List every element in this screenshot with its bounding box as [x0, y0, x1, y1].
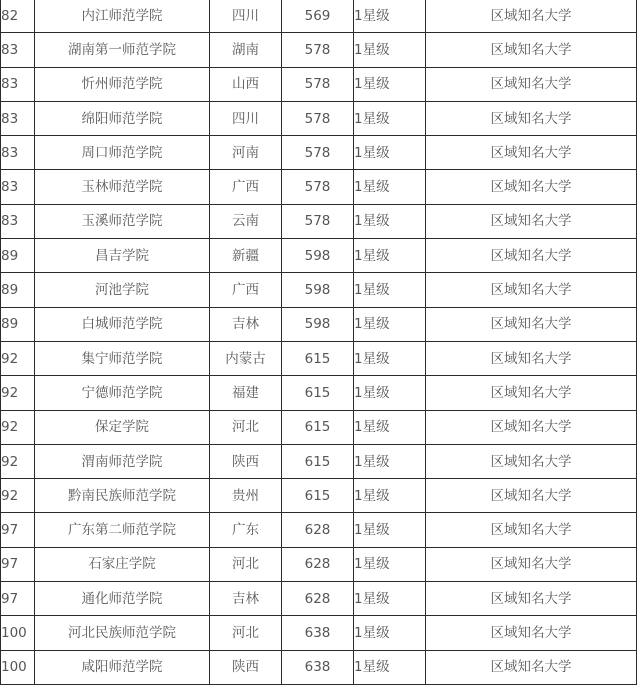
university-name-cell: 集宁师范学院 — [35, 341, 210, 375]
province-cell: 湖南 — [210, 33, 282, 67]
star-level-cell: 1星级 — [354, 273, 426, 307]
score-cell: 615 — [282, 341, 354, 375]
rank-cell: 83 — [1, 33, 35, 67]
province-cell: 陕西 — [210, 650, 282, 684]
level-cell: 区域知名大学 — [426, 239, 637, 273]
table-row — [1, 444, 637, 478]
university-name-cell: 河池学院 — [35, 273, 210, 307]
rank-cell: 100 — [1, 650, 35, 684]
rank-cell: 89 — [1, 239, 35, 273]
table-row — [1, 67, 637, 101]
score-cell: 615 — [282, 444, 354, 478]
star-level-cell: 1星级 — [354, 650, 426, 684]
table-row — [1, 341, 637, 375]
star-level-cell: 1星级 — [354, 410, 426, 444]
university-name-cell: 广东第二师范学院 — [35, 513, 210, 547]
level-cell: 区域知名大学 — [426, 101, 637, 135]
province-cell: 山西 — [210, 67, 282, 101]
star-level-cell: 1星级 — [354, 582, 426, 616]
score-cell: 578 — [282, 33, 354, 67]
rank-cell: 82 — [1, 0, 35, 33]
score-cell: 628 — [282, 547, 354, 581]
province-cell: 内蒙古 — [210, 341, 282, 375]
table-row — [1, 0, 637, 33]
table-row — [1, 479, 637, 513]
star-level-cell: 1星级 — [354, 239, 426, 273]
rank-cell: 89 — [1, 273, 35, 307]
university-name-cell: 保定学院 — [35, 410, 210, 444]
university-name-cell: 周口师范学院 — [35, 136, 210, 170]
table-row — [1, 376, 637, 410]
score-cell: 615 — [282, 376, 354, 410]
province-cell: 云南 — [210, 204, 282, 238]
level-cell: 区域知名大学 — [426, 410, 637, 444]
level-cell: 区域知名大学 — [426, 67, 637, 101]
province-cell: 广西 — [210, 273, 282, 307]
province-cell: 贵州 — [210, 479, 282, 513]
university-name-cell: 昌吉学院 — [35, 239, 210, 273]
level-cell: 区域知名大学 — [426, 307, 637, 341]
table-row — [1, 239, 637, 273]
score-cell: 615 — [282, 410, 354, 444]
level-cell: 区域知名大学 — [426, 479, 637, 513]
level-cell: 区域知名大学 — [426, 547, 637, 581]
table-row — [1, 101, 637, 135]
province-cell: 河北 — [210, 547, 282, 581]
table-row — [1, 410, 637, 444]
province-cell: 陕西 — [210, 444, 282, 478]
star-level-cell: 1星级 — [354, 376, 426, 410]
rank-cell: 83 — [1, 67, 35, 101]
score-cell: 615 — [282, 479, 354, 513]
score-cell: 638 — [282, 650, 354, 684]
score-cell: 598 — [282, 273, 354, 307]
star-level-cell: 1星级 — [354, 204, 426, 238]
star-level-cell: 1星级 — [354, 513, 426, 547]
table-row — [1, 513, 637, 547]
level-cell: 区域知名大学 — [426, 444, 637, 478]
rank-cell: 100 — [1, 616, 35, 650]
rank-cell: 92 — [1, 376, 35, 410]
province-cell: 四川 — [210, 0, 282, 33]
score-cell: 638 — [282, 616, 354, 650]
university-name-cell: 忻州师范学院 — [35, 67, 210, 101]
university-name-cell: 宁德师范学院 — [35, 376, 210, 410]
score-cell: 598 — [282, 239, 354, 273]
table-row — [1, 547, 637, 581]
province-cell: 吉林 — [210, 582, 282, 616]
university-name-cell: 湖南第一师范学院 — [35, 33, 210, 67]
score-cell: 578 — [282, 204, 354, 238]
university-name-cell: 内江师范学院 — [35, 0, 210, 33]
star-level-cell: 1星级 — [354, 101, 426, 135]
level-cell: 区域知名大学 — [426, 650, 637, 684]
table-row — [1, 273, 637, 307]
star-level-cell: 1星级 — [354, 341, 426, 375]
level-cell: 区域知名大学 — [426, 0, 637, 33]
table-row — [1, 582, 637, 616]
rank-cell: 89 — [1, 307, 35, 341]
rank-cell: 97 — [1, 513, 35, 547]
rank-cell: 97 — [1, 582, 35, 616]
rank-cell: 92 — [1, 479, 35, 513]
province-cell: 河北 — [210, 410, 282, 444]
level-cell: 区域知名大学 — [426, 273, 637, 307]
level-cell: 区域知名大学 — [426, 513, 637, 547]
province-cell: 福建 — [210, 376, 282, 410]
star-level-cell: 1星级 — [354, 616, 426, 650]
rank-cell: 83 — [1, 204, 35, 238]
rank-cell: 83 — [1, 136, 35, 170]
university-name-cell: 玉林师范学院 — [35, 170, 210, 204]
university-name-cell: 白城师范学院 — [35, 307, 210, 341]
level-cell: 区域知名大学 — [426, 376, 637, 410]
star-level-cell: 1星级 — [354, 33, 426, 67]
star-level-cell: 1星级 — [354, 307, 426, 341]
rank-cell: 92 — [1, 410, 35, 444]
university-name-cell: 咸阳师范学院 — [35, 650, 210, 684]
star-level-cell: 1星级 — [354, 444, 426, 478]
score-cell: 578 — [282, 101, 354, 135]
table-row — [1, 33, 637, 67]
province-cell: 新疆 — [210, 239, 282, 273]
level-cell: 区域知名大学 — [426, 204, 637, 238]
table-row — [1, 170, 637, 204]
score-cell: 598 — [282, 307, 354, 341]
score-cell: 578 — [282, 170, 354, 204]
score-cell: 628 — [282, 582, 354, 616]
score-cell: 578 — [282, 67, 354, 101]
star-level-cell: 1星级 — [354, 0, 426, 33]
level-cell: 区域知名大学 — [426, 136, 637, 170]
score-cell: 578 — [282, 136, 354, 170]
province-cell: 广东 — [210, 513, 282, 547]
rank-cell: 92 — [1, 341, 35, 375]
university-name-cell: 通化师范学院 — [35, 582, 210, 616]
university-name-cell: 黔南民族师范学院 — [35, 479, 210, 513]
province-cell: 吉林 — [210, 307, 282, 341]
province-cell: 四川 — [210, 101, 282, 135]
rank-cell: 83 — [1, 101, 35, 135]
star-level-cell: 1星级 — [354, 136, 426, 170]
province-cell: 广西 — [210, 170, 282, 204]
university-name-cell: 渭南师范学院 — [35, 444, 210, 478]
rank-cell: 97 — [1, 547, 35, 581]
rank-cell: 83 — [1, 170, 35, 204]
university-name-cell: 绵阳师范学院 — [35, 101, 210, 135]
level-cell: 区域知名大学 — [426, 616, 637, 650]
star-level-cell: 1星级 — [354, 170, 426, 204]
university-name-cell: 河北民族师范学院 — [35, 616, 210, 650]
table-row — [1, 204, 637, 238]
level-cell: 区域知名大学 — [426, 341, 637, 375]
level-cell: 区域知名大学 — [426, 170, 637, 204]
level-cell: 区域知名大学 — [426, 33, 637, 67]
level-cell: 区域知名大学 — [426, 582, 637, 616]
table-row — [1, 307, 637, 341]
table-row — [1, 616, 637, 650]
rank-cell: 92 — [1, 444, 35, 478]
province-cell: 河南 — [210, 136, 282, 170]
table-row — [1, 136, 637, 170]
star-level-cell: 1星级 — [354, 479, 426, 513]
ranking-table-body — [1, 0, 637, 684]
university-name-cell: 石家庄学院 — [35, 547, 210, 581]
university-name-cell: 玉溪师范学院 — [35, 204, 210, 238]
star-level-cell: 1星级 — [354, 67, 426, 101]
table-row — [1, 650, 637, 684]
star-level-cell: 1星级 — [354, 547, 426, 581]
score-cell: 628 — [282, 513, 354, 547]
province-cell: 河北 — [210, 616, 282, 650]
score-cell: 569 — [282, 0, 354, 33]
